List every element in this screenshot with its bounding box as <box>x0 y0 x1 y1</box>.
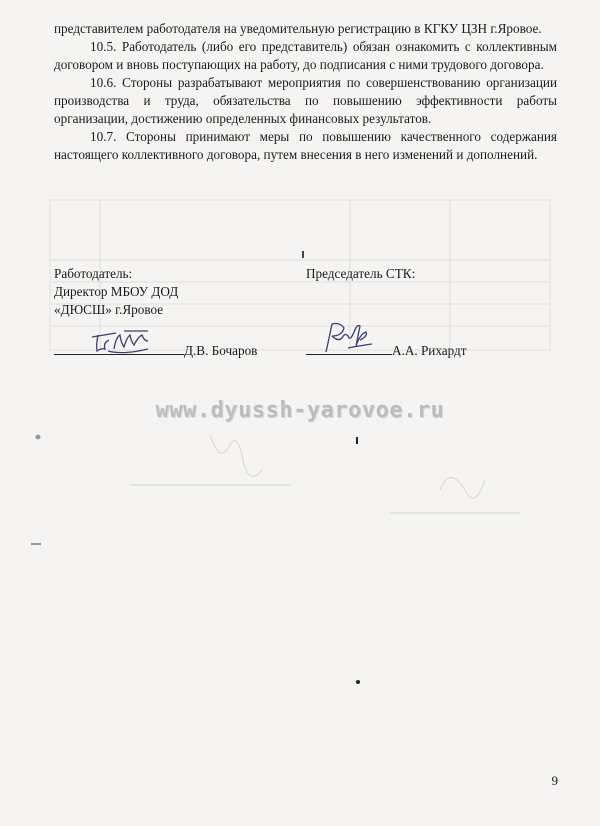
scan-mark <box>354 436 360 446</box>
union-signature-block <box>306 265 415 283</box>
bleed-through-signatures <box>90 415 530 525</box>
scan-mark <box>30 540 44 548</box>
employer-position: Директор МБОУ ДОД <box>54 284 179 299</box>
employer-title: Работодатель: <box>54 266 133 281</box>
employer-handwritten-signature <box>88 325 158 357</box>
union-title: Председатель СТК: <box>306 266 416 281</box>
page-number: 9 <box>551 773 558 788</box>
watermark-url: www.dyussh-yarovoe.ru <box>155 398 445 423</box>
body-text <box>54 20 557 164</box>
paragraph-10-5: 10.5. Работодатель (либо его представитель) обязан ознакомить с коллективным договором и вновь поступающих на работу, до подписания с ними трудового договора. <box>54 39 557 72</box>
employer-org: «ДЮСШ» г.Яровое <box>54 302 164 317</box>
paragraph-10-6: 10.6. Стороны разрабатывают мероприятия по совершенствованию организации производства и труда, обязательства по повышению эффективности работы организации, достижению определенных финансовых результатов. <box>54 75 557 126</box>
scan-mark <box>300 250 306 260</box>
paragraph-10-7: 10.7. Стороны принимают меры по повышению качественного содержания настоящего коллективного договора, путем внесения в него изменений и дополнений. <box>54 129 557 162</box>
union-name: А.А. Рихардт <box>392 343 467 358</box>
paragraph-continuation: представителем работодателя на уведомительную регистрацию в КГКУ ЦЗН г.Яровое. <box>54 21 542 36</box>
employer-name: Д.В. Бочаров <box>184 343 258 358</box>
union-handwritten-signature <box>318 318 380 358</box>
scan-mark <box>33 432 43 442</box>
scan-mark <box>354 678 362 686</box>
employer-signature-block <box>54 265 178 319</box>
